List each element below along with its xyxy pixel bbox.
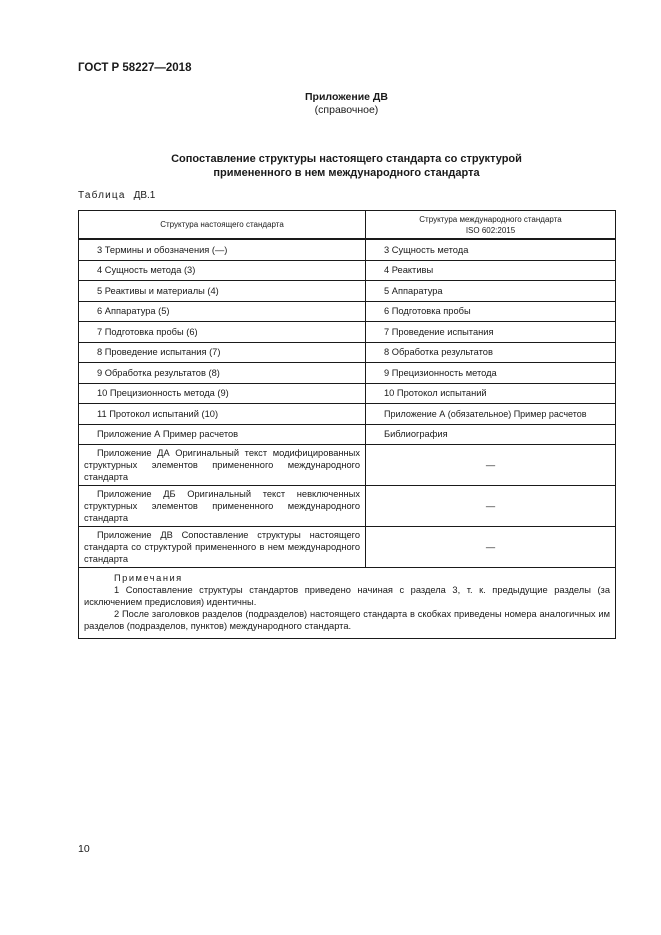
cell-international: 7 Проведение испытания [366, 322, 616, 343]
col-header-international-line1: Структура международного стандарта [419, 214, 562, 224]
cell-international: 4 Реактивы [366, 260, 616, 281]
appendix-subtitle: (справочное) [314, 104, 379, 116]
note-1: 1 Сопоставление структуры стандартов приведено начиная с раздела 3, т. к. предыдущие разделы (за исключением предисловия) идентичны. [84, 585, 610, 607]
table-row [79, 424, 616, 445]
table-notes [79, 568, 616, 639]
table-notes-row [79, 568, 616, 639]
appendix-title: Приложение ДВ [305, 91, 388, 103]
table-row [79, 383, 616, 404]
cell-international: 10 Протокол испытаний [366, 383, 616, 404]
cell-national: 4 Сущность метода (3) [79, 260, 366, 281]
cell-international: 6 Подготовка пробы [366, 301, 616, 322]
table-caption [78, 190, 155, 201]
table-row [79, 342, 616, 363]
page-number: 10 [78, 843, 90, 855]
cell-national: 7 Подготовка пробы (6) [79, 322, 366, 343]
cell-national: 5 Реактивы и материалы (4) [79, 281, 366, 302]
table-caption-number: ДВ.1 [133, 190, 156, 201]
cell-international: 5 Аппаратура [366, 281, 616, 302]
table-row [79, 486, 616, 527]
cell-national: 8 Проведение испытания (7) [79, 342, 366, 363]
table-row [79, 527, 616, 568]
cell-national: Приложение ДБ Оригинальный текст невключенных структурных элементов примененного международного стандарта [79, 486, 366, 527]
cell-international: — [366, 445, 616, 486]
table-row [79, 301, 616, 322]
table-row [79, 239, 616, 260]
table-row [79, 322, 616, 343]
table-row [79, 281, 616, 302]
cell-national: 10 Прецизионность метода (9) [79, 383, 366, 404]
cell-national: 3 Термины и обозначения (—) [79, 239, 366, 260]
cell-international: — [366, 527, 616, 568]
note-2: 2 После заголовков разделов (подразделов) настоящего стандарта в скобках приведены номера аналогичных им разделов (подразделов, пунктов) международного стандарта. [84, 609, 610, 631]
col-header-international [366, 211, 616, 240]
section-heading [78, 152, 615, 180]
cell-national: 11 Протокол испытаний (10) [79, 404, 366, 425]
table-header-row [79, 211, 616, 240]
col-header-national: Структура настоящего стандарта [79, 211, 366, 240]
comparison-table [78, 210, 616, 639]
cell-international: — [366, 486, 616, 527]
notes-title: Примечания [114, 573, 183, 583]
table-row [79, 260, 616, 281]
table-row [79, 404, 616, 425]
table-caption-word: Таблица [78, 190, 126, 201]
cell-national: 9 Обработка результатов (8) [79, 363, 366, 384]
cell-national: Приложение ДА Оригинальный текст модифицированных структурных элементов примененного международного стандарта [79, 445, 366, 486]
cell-international: Библиография [366, 424, 616, 445]
cell-international: 8 Обработка результатов [366, 342, 616, 363]
cell-national: 6 Аппаратура (5) [79, 301, 366, 322]
cell-national: Приложение А Пример расчетов [79, 424, 366, 445]
document-code: ГОСТ Р 58227—2018 [78, 62, 192, 74]
table-row [79, 363, 616, 384]
section-heading-line1: Сопоставление структуры настоящего стандарта со структурой [171, 153, 522, 165]
cell-national: Приложение ДВ Сопоставление структуры настоящего стандарта со структурой примененного в нем международного стандарта [79, 527, 366, 568]
cell-international: Приложение А (обязательное) Пример расчетов [366, 404, 616, 425]
cell-international: 3 Сущность метода [366, 239, 616, 260]
appendix-heading [78, 91, 615, 117]
table-row [79, 445, 616, 486]
section-heading-line2: примененного в нем международного стандарта [213, 167, 480, 179]
col-header-international-line2: ISO 602:2015 [465, 225, 516, 235]
cell-international: 9 Прецизионность метода [366, 363, 616, 384]
